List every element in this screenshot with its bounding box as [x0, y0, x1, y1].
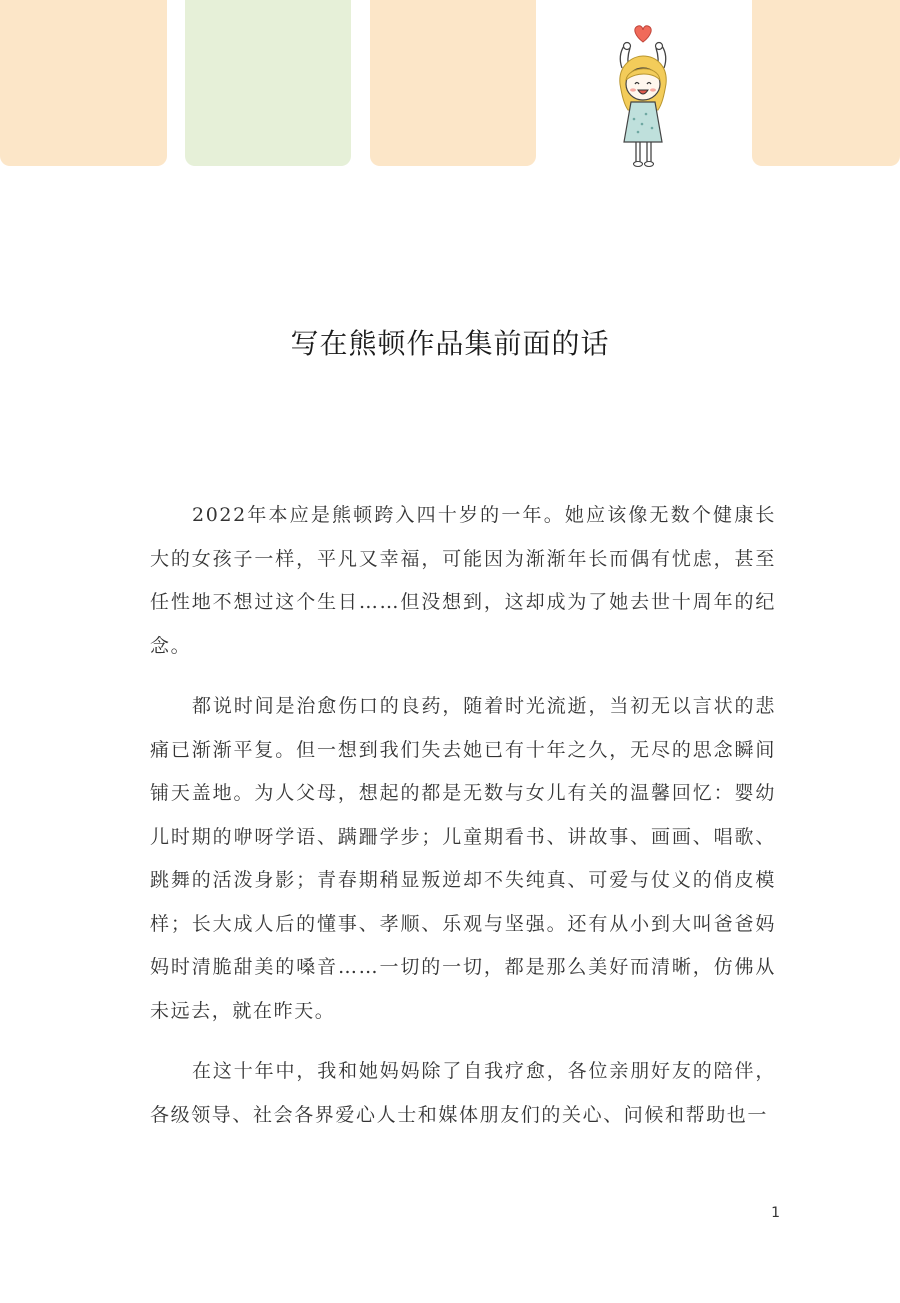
- girl-with-heart-icon: [602, 24, 684, 170]
- decorative-tab-peach: [0, 0, 167, 166]
- paragraph: 在这十年中，我和她妈妈除了自我疗愈，各位亲朋好友的陪伴，各级领导、社会各界爱心人士和媒体朋友们的关心、问候和帮助也一: [150, 1060, 776, 1126]
- decorative-tab-peach: [752, 0, 900, 166]
- decorative-header: [0, 0, 900, 170]
- paragraph: 2022年本应是熊顿跨入四十岁的一年。她应该像无数个健康长大的女孩子一样，平凡又幸福，可能因为渐渐年长而偶有忧虑，甚至任性地不想过这个生日……但没想到，这却成为了她去世十周年的纪念。: [150, 504, 776, 657]
- page-title: 写在熊顿作品集前面的话: [290, 327, 610, 360]
- article-body: [150, 494, 776, 1154]
- page-number: 1: [771, 1205, 780, 1221]
- paragraph: 都说时间是治愈伤口的良药，随着时光流逝，当初无以言状的悲痛已渐渐平复。但一想到我们失去她已有十年之久，无尽的思念瞬间铺天盖地。为人父母，想起的都是无数与女儿有关的温馨回忆：婴幼儿时期的咿呀学语、蹒跚学步；儿童期看书、讲故事、画画、唱歌、跳舞的活泼身影；青春期稍显叛逆却不失纯真、可爱与仗义的俏皮模样；长大成人后的懂事、孝顺、乐观与坚强。还有从小到大叫爸爸妈妈时清脆甜美的嗓音……一切的一切，都是那么美好而清晰，仿佛从未远去，就在昨天。: [150, 695, 776, 1022]
- decorative-tab-peach: [370, 0, 536, 166]
- decorative-tab-green: [185, 0, 351, 166]
